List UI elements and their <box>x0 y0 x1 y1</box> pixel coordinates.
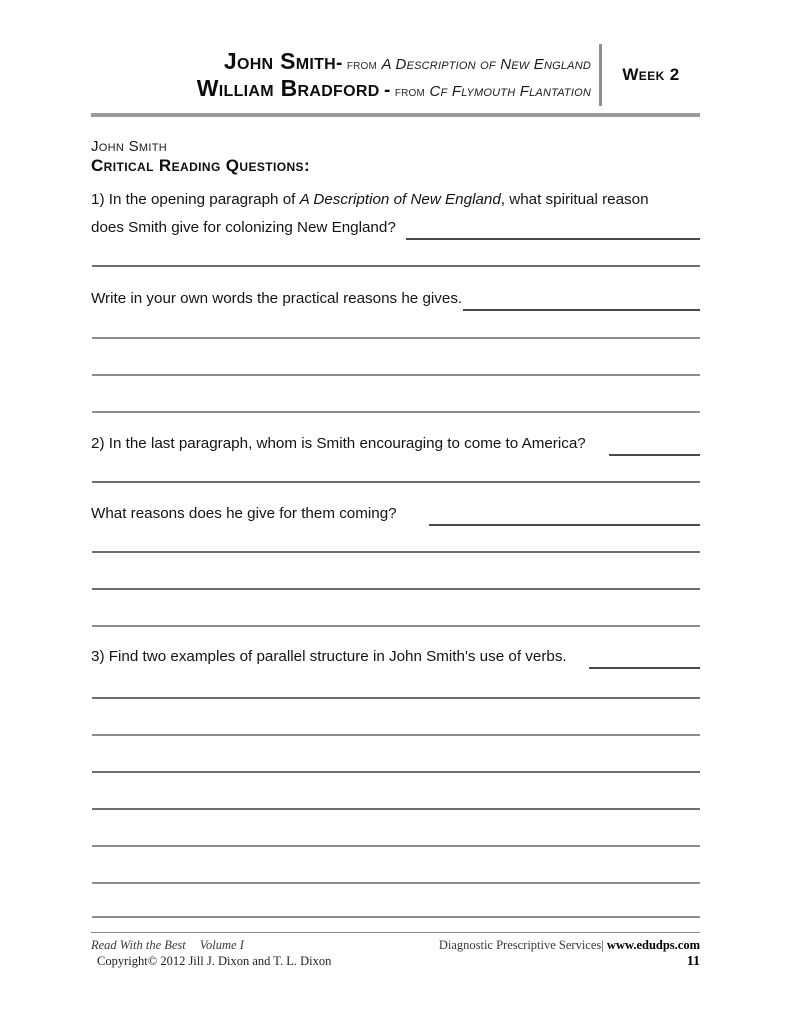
footer-publisher: Diagnostic Prescriptive Services <box>438 938 602 952</box>
answer-line[interactable] <box>92 808 700 810</box>
answer-line[interactable] <box>92 337 700 339</box>
question-1-text-after: , what spiritual reason <box>500 191 649 208</box>
answer-line[interactable] <box>92 845 700 847</box>
question-2b-label: What reasons does he give for them coming? <box>91 505 397 522</box>
question-3-number: 3) <box>91 648 105 665</box>
footer-volume: Volume I <box>199 938 244 952</box>
header-titles <box>91 44 599 106</box>
answer-line[interactable] <box>92 588 700 590</box>
header-from-1: from <box>346 56 378 73</box>
answer-blank-q2b-inline[interactable] <box>429 524 700 526</box>
footer-website[interactable]: www.edudps.com <box>606 938 700 952</box>
answer-line[interactable] <box>92 697 700 699</box>
footer-divider <box>91 932 700 933</box>
answer-line[interactable] <box>92 771 700 773</box>
header-author-2: William Bradford <box>196 75 380 101</box>
header-from-2: from <box>394 84 426 100</box>
page-header <box>91 44 700 106</box>
answer-line[interactable] <box>92 374 700 376</box>
answer-blank-q3-inline[interactable] <box>589 667 700 669</box>
question-1-work-title: A Description of New England <box>299 191 501 208</box>
question-2-number: 2) <box>91 435 105 452</box>
answer-line[interactable] <box>92 481 700 483</box>
answer-blank-q2-inline[interactable] <box>609 454 700 456</box>
header-work-1: A Description of New England <box>381 55 591 73</box>
footer-series-title: Read With the Best <box>91 938 186 952</box>
footer-series <box>91 938 244 953</box>
section-heading: Critical Reading Questions: <box>91 156 311 175</box>
answer-line[interactable] <box>92 551 700 553</box>
answer-blank-q1-inline[interactable] <box>406 238 700 240</box>
header-dash-2: - <box>384 80 391 101</box>
header-dash-1: - <box>336 52 343 74</box>
question-1b-label: Write in your own words the practical reasons he gives. <box>91 290 463 307</box>
header-horizontal-rule <box>91 113 700 117</box>
question-1-text-line2: does Smith give for colonizing New England? <box>91 219 396 236</box>
question-2b-text <box>91 506 397 521</box>
question-1-text-before: In the opening paragraph of <box>108 191 300 208</box>
answer-line[interactable] <box>92 265 700 267</box>
header-title-line-2 <box>91 75 591 102</box>
answer-line[interactable] <box>92 916 700 918</box>
question-3-label: Find two examples of parallel structure in John Smith's use of verbs. <box>108 648 567 665</box>
answer-line[interactable] <box>92 411 700 413</box>
answer-line[interactable] <box>92 882 700 884</box>
header-work-2: Cf Flymouth Flantation <box>429 83 591 100</box>
footer-page-number: 11 <box>686 954 700 969</box>
question-3-text <box>91 649 567 664</box>
question-2-label: In the last paragraph, whom is Smith encouraging to come to America? <box>108 435 586 452</box>
answer-line[interactable] <box>92 625 700 627</box>
header-title-line-1 <box>91 48 591 75</box>
footer-publisher-line <box>439 938 700 953</box>
question-1-line-2 <box>91 220 396 235</box>
question-1-number: 1) <box>91 191 105 208</box>
page-footer <box>91 936 700 976</box>
footer-copyright: Copyright© 2012 Jill J. Dixon and T. L. Dixon <box>97 954 332 968</box>
header-author-1: John Smith <box>223 47 337 74</box>
question-1-line-1 <box>91 192 649 207</box>
section-author: John Smith <box>91 138 167 155</box>
question-1b-text <box>91 291 462 306</box>
answer-line[interactable] <box>92 734 700 736</box>
answer-blank-q1b-inline[interactable] <box>463 309 700 311</box>
question-2-text <box>91 436 586 451</box>
footer-separator: | <box>601 938 604 952</box>
week-label: Week 2 <box>622 65 680 84</box>
